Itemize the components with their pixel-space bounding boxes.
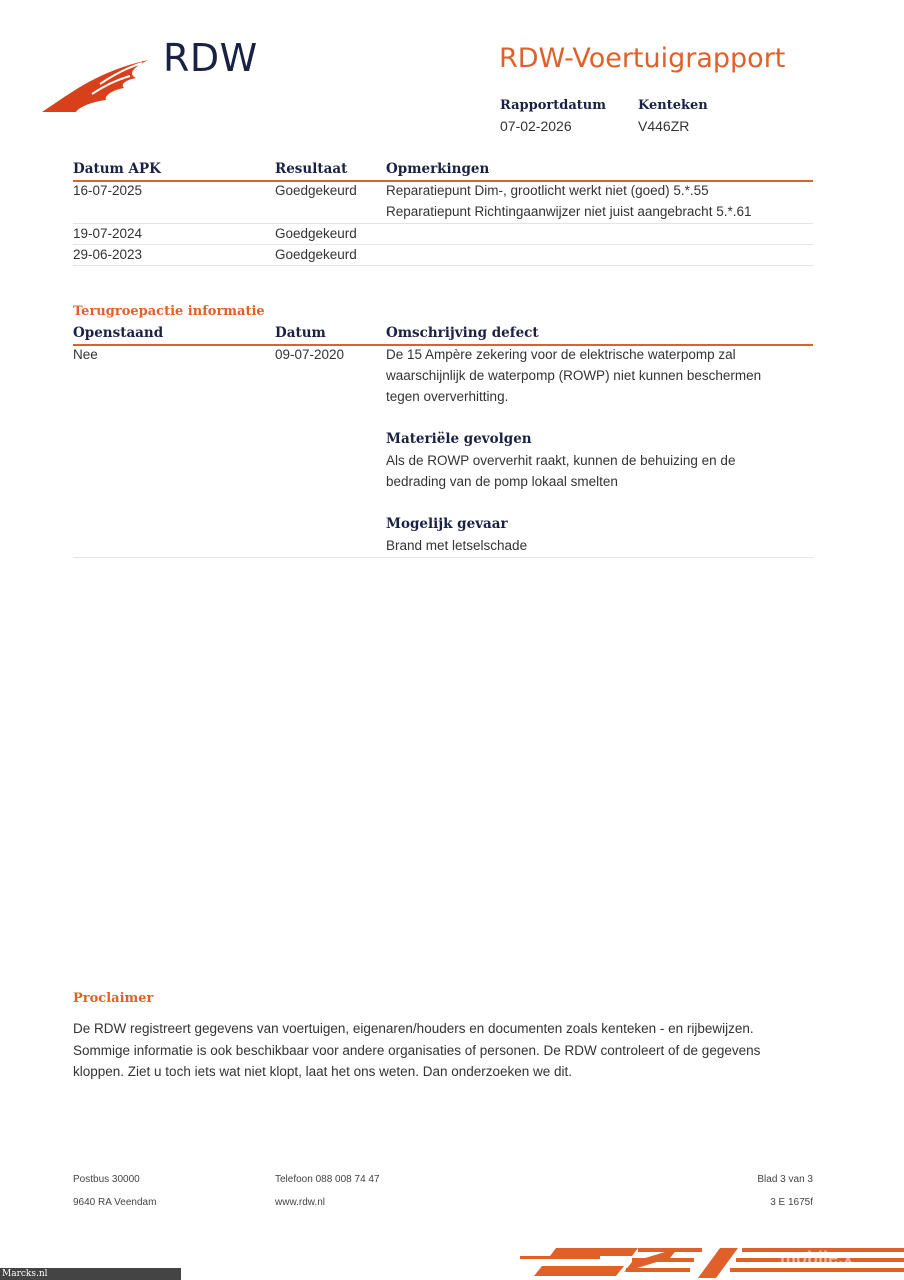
apk-resultaat: Goedgekeurd (275, 226, 357, 241)
row-divider (73, 223, 813, 224)
gevolgen-line: Als de ROWP oververhit raakt, kunnen de behuizing en de (386, 453, 736, 468)
recall-section-title: Terugroepactie informatie (73, 304, 265, 319)
rdw-logo-text: RDW (163, 36, 258, 80)
gevaar-title: Mogelijk gevaar (386, 516, 508, 532)
gevolgen-line: bedrading van de pomp lokaal smelten (386, 474, 618, 489)
kenteken-value: V446ZR (638, 118, 690, 134)
footer-telefoon: Telefoon 088 008 74 47 (275, 1174, 380, 1185)
watermark-badge: Marcks.nl (0, 1268, 181, 1280)
rdw-logo-mark-icon (40, 54, 152, 116)
apk-opmerking: Reparatiepunt Richtingaanwijzer niet juist aangebracht 5.*.61 (386, 204, 752, 219)
row-divider (73, 244, 813, 245)
recall-col-openstaand: Openstaand (73, 325, 164, 341)
rapportdatum-value: 07-02-2026 (500, 118, 572, 134)
kenteken-label: Kenteken (638, 98, 708, 113)
recall-openstaand: Nee (73, 347, 98, 362)
footer-postbus: Postbus 30000 (73, 1174, 140, 1185)
defect-line: tegen oververhitting. (386, 389, 509, 404)
svg-text:mobile.x: mobile.x (780, 1248, 854, 1268)
gevaar-line: Brand met letselschade (386, 538, 528, 553)
proclaimer-title: Proclaimer (73, 991, 154, 1006)
apk-header-rule (73, 180, 813, 182)
footer-website: www.rdw.nl (275, 1197, 326, 1208)
gevolgen-title: Materiële gevolgen (386, 431, 532, 447)
row-divider (73, 265, 813, 266)
defect-line: De 15 Ampère zekering voor de elektrische waterpomp zal (386, 347, 736, 362)
apk-col-resultaat: Resultaat (275, 161, 348, 177)
apk-datum: 19-07-2024 (73, 226, 143, 241)
apk-datum: 29-06-2023 (73, 247, 143, 262)
recall-col-omschrijving: Omschrijving defect (386, 325, 539, 341)
report-title: RDW-Voertuigrapport (499, 43, 786, 74)
proclaimer-line: De RDW registreert gegevens van voertuigen, eigenaren/houders en documenten zoals kenteken - en rijbewijzen. (73, 1021, 754, 1036)
rapportdatum-label: Rapportdatum (500, 98, 606, 113)
decorative-stripes-icon (520, 1244, 904, 1280)
apk-opmerking: Reparatiepunt Dim-, grootlicht werkt niet (goed) 5.*.55 (386, 183, 709, 198)
apk-col-opmerkingen: Opmerkingen (386, 161, 490, 177)
recall-col-datum: Datum (275, 325, 326, 341)
recall-header-rule (73, 344, 813, 346)
footer-blad: Blad 3 van 3 (757, 1174, 813, 1185)
recall-datum: 09-07-2020 (275, 347, 345, 362)
proclaimer-line: kloppen. Ziet u toch iets wat niet klopt, laat het ons weten. Dan onderzoeken we dit. (73, 1064, 573, 1079)
footer-code: 3 E 1675f (770, 1197, 813, 1208)
apk-resultaat: Goedgekeurd (275, 247, 357, 262)
apk-datum: 16-07-2025 (73, 183, 143, 198)
row-divider (73, 557, 813, 558)
proclaimer-line: Sommige informatie is ook beschikbaar voor andere organisaties of personen. De RDW controleert of de gegevens (73, 1043, 761, 1058)
defect-line: waarschijnlijk de waterpomp (ROWP) niet kunnen beschermen (386, 368, 762, 383)
apk-col-datum: Datum APK (73, 161, 161, 177)
apk-resultaat: Goedgekeurd (275, 183, 357, 198)
footer-plaats: 9640 RA Veendam (73, 1197, 157, 1208)
